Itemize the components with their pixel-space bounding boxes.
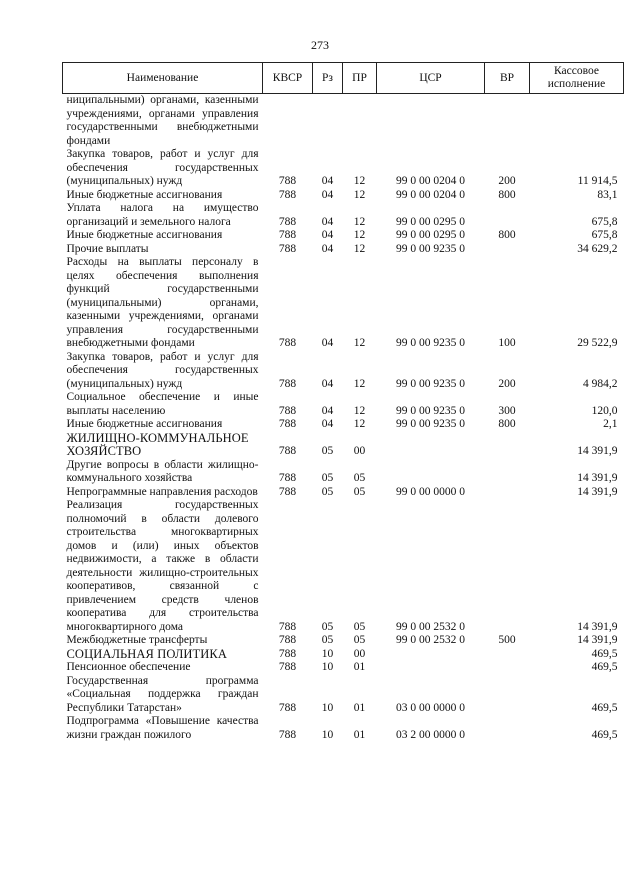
table-row [63, 648, 624, 662]
cell-sum: 14 391,9 [577, 445, 618, 457]
cell-name: Межбюджетные трансферты [66, 634, 208, 646]
cell-csr: 99 0 00 9235 0 [396, 377, 465, 390]
cell-vr [485, 675, 530, 716]
cell-name: Иные бюджетные ассигнования [66, 418, 223, 430]
cell-pr [343, 94, 377, 149]
cell-vr [485, 459, 530, 486]
table-header-row [63, 63, 624, 94]
cell-rz: 04 [321, 229, 334, 241]
cell-vr: 200 [498, 377, 516, 390]
table-row [63, 661, 624, 675]
cell-vr: 500 [498, 634, 516, 646]
cell-sum: 675,8 [591, 229, 618, 241]
table-row [63, 459, 624, 486]
cell-sum: 469,5 [591, 728, 618, 741]
header-kvsr: КВСР [263, 63, 313, 94]
table-row [63, 432, 624, 459]
cell-vr [485, 648, 530, 662]
cell-pr: 12 [353, 215, 366, 228]
cell-kvsr: 788 [278, 445, 297, 457]
cell-name: Государственная программа «Социальная поддержка граждан Республики Татарстан» [66, 674, 259, 714]
cell-rz: 05 [321, 485, 334, 498]
cell-kvsr: 788 [278, 404, 297, 417]
cell-vr [485, 243, 530, 257]
cell-sum: 34 629,2 [577, 242, 618, 255]
cell-rz: 04 [321, 215, 334, 228]
cell-kvsr: 788 [278, 377, 297, 390]
cell-sum: 11 914,5 [577, 175, 618, 187]
cell-sum: 469,5 [591, 647, 618, 660]
cell-name: Пенсионное обеспечение [66, 661, 191, 673]
cell-sum: 14 391,9 [577, 634, 618, 646]
cell-sum: 29 522,9 [577, 337, 618, 349]
cell-csr [377, 94, 485, 149]
cell-vr [485, 499, 530, 634]
cell-vr: 300 [498, 404, 516, 417]
cell-name: Непрограммные направления расходов [66, 485, 258, 498]
cell-kvsr: 788 [278, 661, 297, 673]
cell-vr [485, 661, 530, 675]
cell-rz: 10 [321, 661, 334, 673]
table-body [63, 94, 624, 743]
cell-kvsr: 788 [278, 418, 297, 430]
cell-rz: 05 [321, 620, 334, 633]
cell-pr: 00 [353, 445, 366, 457]
cell-kvsr [263, 94, 313, 149]
header-pr: ПР [343, 63, 377, 94]
cell-vr: 800 [498, 188, 516, 201]
cell-vr: 800 [498, 418, 516, 430]
table-header [63, 63, 624, 94]
cell-csr [377, 432, 485, 459]
cell-name: Подпрограмма «Повышение качества жизни граждан пожилого [66, 715, 259, 741]
cell-csr: 99 0 00 0295 0 [396, 229, 465, 241]
cell-sum: 14 391,9 [577, 472, 618, 484]
cell-vr [485, 202, 530, 229]
cell-csr: 99 0 00 2532 0 [396, 634, 465, 646]
cell-csr: 99 0 00 0204 0 [396, 175, 465, 187]
cell-rz: 04 [321, 377, 334, 390]
cell-csr: 03 0 00 0000 0 [396, 701, 465, 714]
cell-pr: 05 [353, 634, 366, 646]
cell-pr: 05 [353, 620, 366, 633]
cell-name: СОЦИАЛЬНАЯ ПОЛИТИКА [66, 646, 227, 661]
cell-csr: 99 0 00 2532 0 [396, 620, 465, 633]
cell-pr: 01 [353, 701, 366, 714]
cell-vr: 100 [498, 337, 516, 349]
cell-pr: 05 [353, 485, 366, 498]
table-row [63, 189, 624, 203]
cell-csr: 99 0 00 9235 0 [396, 242, 465, 255]
table-row [63, 243, 624, 257]
table-row [63, 229, 624, 243]
header-vr: ВР [485, 63, 530, 94]
table-row [63, 499, 624, 634]
cell-name: Другие вопросы в области жилищно-коммунального хозяйства [66, 458, 259, 484]
cell-csr: 03 2 00 0000 0 [396, 728, 465, 741]
cell-pr: 00 [353, 647, 366, 660]
cell-csr [377, 661, 485, 675]
cell-rz: 10 [321, 647, 334, 660]
cell-kvsr: 788 [278, 175, 297, 187]
cell-rz [313, 94, 343, 149]
cell-name: Прочие выплаты [66, 242, 149, 255]
header-name: Наименование [63, 63, 263, 94]
cell-rz: 10 [321, 701, 334, 714]
cell-csr: 99 0 00 9235 0 [396, 337, 465, 349]
budget-table [62, 62, 624, 742]
table-row [63, 351, 624, 392]
cell-rz: 05 [321, 634, 334, 646]
cell-pr: 12 [353, 229, 366, 241]
cell-vr [485, 486, 530, 500]
cell-csr: 99 0 00 0000 0 [396, 485, 465, 498]
cell-kvsr: 788 [278, 229, 297, 241]
cell-csr: 99 0 00 0204 0 [396, 188, 465, 201]
cell-pr: 12 [353, 175, 366, 187]
cell-kvsr: 788 [278, 620, 297, 633]
table-row [63, 715, 624, 742]
cell-rz: 04 [321, 175, 334, 187]
cell-sum: 2,1 [603, 418, 618, 430]
cell-vr: 800 [498, 229, 516, 241]
table-row [63, 675, 624, 716]
cell-name: Уплата налога на имущество организаций и земельного налога [66, 202, 259, 228]
cell-csr: 99 0 00 0295 0 [396, 215, 465, 228]
cell-pr: 12 [353, 404, 366, 417]
cell-name: ниципальными) органами, казенными учреждениями, органами управления государственными внебюджетными фондами [66, 94, 259, 147]
cell-name: Закупка товаров, работ и услуг для обеспечения государственных (муниципальных) нужд [66, 350, 259, 390]
cell-kvsr: 788 [278, 634, 297, 646]
cell-sum: 120,0 [591, 404, 618, 417]
cell-pr: 12 [353, 418, 366, 430]
table-row [63, 256, 624, 351]
cell-name: Социальное обеспечение и иные выплаты населению [66, 391, 259, 417]
cell-kvsr: 788 [278, 337, 297, 349]
header-sum: Кассовое исполнение [530, 63, 624, 94]
cell-pr: 12 [353, 377, 366, 390]
cell-sum [530, 94, 624, 149]
cell-rz: 05 [321, 472, 334, 484]
cell-csr [377, 459, 485, 486]
cell-csr [377, 648, 485, 662]
cell-kvsr: 788 [278, 701, 297, 714]
cell-sum: 469,5 [591, 661, 618, 673]
table-row [63, 486, 624, 500]
table-row [63, 94, 624, 149]
cell-sum: 83,1 [597, 188, 618, 201]
table-row [63, 391, 624, 418]
page-number: 273 [311, 38, 329, 52]
cell-name: Иные бюджетные ассигнования [66, 229, 223, 241]
table-row [63, 202, 624, 229]
cell-name: Реализация государственных полномочий в области долевого строительства многоквартирных домов и (или) иных объектов недвижимости, а также в области деятельности жилищно-строительных кооперативов, связанной с привлечением средств членов кооператива для строительства многоквартирного дома [66, 499, 259, 633]
cell-csr: 99 0 00 9235 0 [396, 418, 465, 430]
cell-rz: 04 [321, 188, 334, 201]
cell-rz: 10 [321, 728, 334, 741]
cell-sum: 14 391,9 [577, 620, 618, 633]
cell-pr: 12 [353, 242, 366, 255]
cell-pr: 12 [353, 337, 366, 349]
cell-pr: 01 [353, 728, 366, 741]
cell-sum: 469,5 [591, 701, 618, 714]
table-row [63, 634, 624, 648]
cell-kvsr: 788 [278, 485, 297, 498]
header-csr: ЦСР [377, 63, 485, 94]
cell-kvsr: 788 [278, 647, 297, 660]
cell-csr: 99 0 00 9235 0 [396, 404, 465, 417]
cell-rz: 04 [321, 337, 334, 349]
header-rz: Рз [313, 63, 343, 94]
cell-pr: 05 [353, 472, 366, 484]
cell-sum: 675,8 [591, 215, 618, 228]
table-row [63, 418, 624, 432]
cell-name: Закупка товаров, работ и услуг для обеспечения государственных (муниципальных) нужд [66, 148, 259, 187]
cell-rz: 04 [321, 404, 334, 417]
cell-name: Иные бюджетные ассигнования [66, 188, 223, 201]
cell-pr: 12 [353, 188, 366, 201]
cell-rz: 04 [321, 242, 334, 255]
cell-kvsr: 788 [278, 728, 297, 741]
cell-vr [485, 432, 530, 459]
cell-kvsr: 788 [278, 188, 297, 201]
table-row [63, 148, 624, 189]
cell-vr [485, 94, 530, 149]
cell-name: Расходы на выплаты персоналу в целях обеспечения выполнения функций государственными (муниципальными) органами, казенными учреждениями, органами управления государственными внебюджетными фондами [66, 256, 259, 349]
cell-kvsr: 788 [278, 215, 297, 228]
cell-kvsr: 788 [278, 242, 297, 255]
cell-name: ЖИЛИЩНО-КОММУНАЛЬНОЕ ХОЗЯЙСТВО [66, 430, 249, 458]
cell-rz: 05 [321, 445, 334, 457]
cell-sum: 4 984,2 [583, 377, 618, 390]
cell-vr: 200 [498, 175, 516, 187]
cell-rz: 04 [321, 418, 334, 430]
cell-sum: 14 391,9 [577, 485, 618, 498]
cell-vr [485, 715, 530, 742]
cell-pr: 01 [353, 661, 366, 673]
cell-kvsr: 788 [278, 472, 297, 484]
